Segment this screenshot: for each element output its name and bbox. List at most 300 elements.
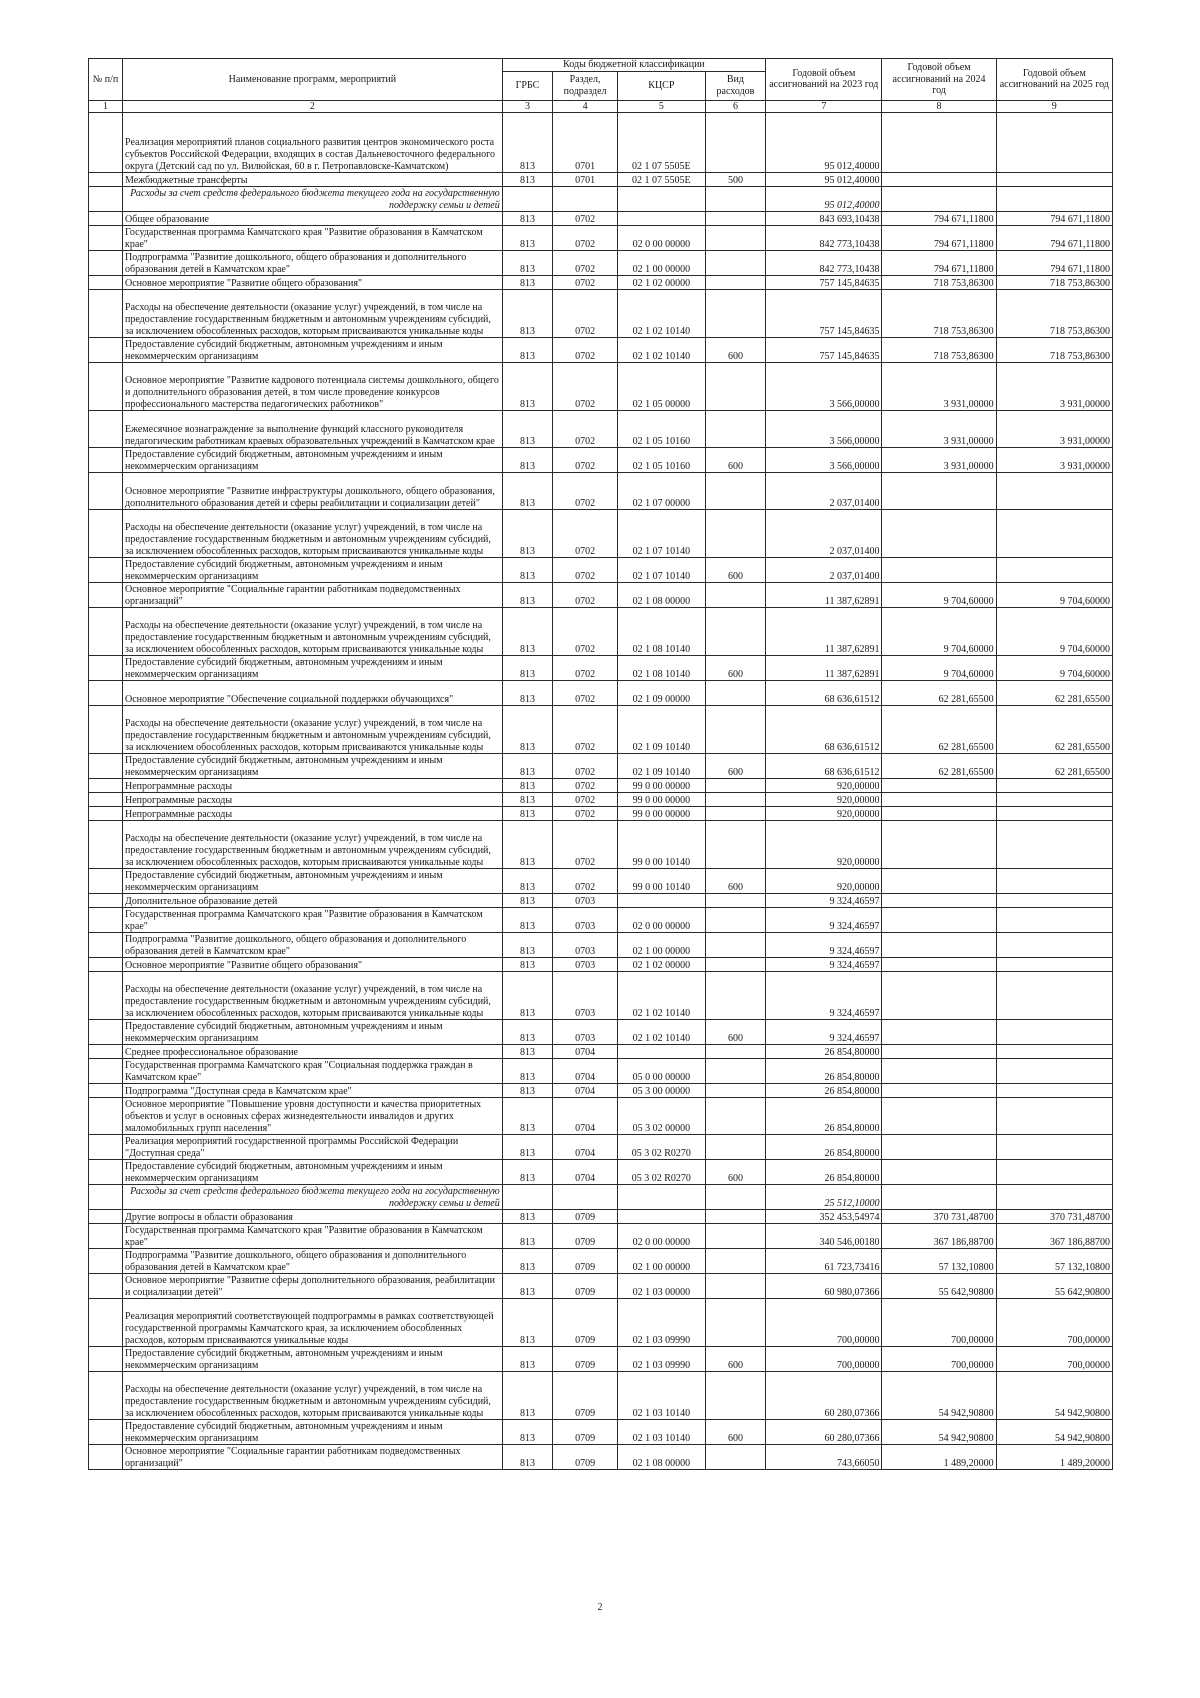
row-name-cell: Подпрограмма "Развитие дошкольного, общего образования и дополнительного образования детей в Камчатском крае" — [123, 251, 503, 276]
row-grbs-cell: 813 — [502, 411, 552, 448]
column-index-cell: 2 — [123, 100, 503, 113]
row-name-cell: Основное мероприятие "Развитие инфраструктуры дошкольного, общего образования, дополнительного образования детей и сферы реабилитации и социализации детей" — [123, 473, 503, 510]
row-2025-cell — [996, 1084, 1112, 1098]
row-vid-cell — [705, 1185, 765, 1210]
row-grbs-cell: 813 — [502, 363, 552, 411]
row-2025-cell — [996, 908, 1112, 933]
row-vid-cell — [705, 821, 765, 869]
row-kcsr-cell: 99 0 00 00000 — [617, 779, 705, 793]
row-razdel-cell: 0702 — [553, 411, 618, 448]
row-2024-cell: 54 942,90800 — [882, 1372, 996, 1420]
row-grbs-cell: 813 — [502, 558, 552, 583]
row-number-cell — [89, 793, 123, 807]
row-name-cell: Основное мероприятие "Развитие общего образования" — [123, 276, 503, 290]
row-vid-cell — [705, 226, 765, 251]
row-2023-cell: 920,00000 — [766, 793, 882, 807]
row-razdel-cell: 0702 — [553, 779, 618, 793]
row-kcsr-cell — [617, 1045, 705, 1059]
row-kcsr-cell: 02 1 09 00000 — [617, 681, 705, 706]
row-number-cell — [89, 1420, 123, 1445]
row-kcsr-cell: 02 1 00 00000 — [617, 933, 705, 958]
row-2025-cell — [996, 958, 1112, 972]
row-2023-cell: 25 512,10000 — [766, 1185, 882, 1210]
row-name-cell: Предоставление субсидий бюджетным, автономным учреждениям и иным некоммерческим организациям — [123, 1420, 503, 1445]
table-row — [89, 972, 1113, 1020]
row-number-cell — [89, 807, 123, 821]
row-grbs-cell: 813 — [502, 656, 552, 681]
row-number-cell — [89, 894, 123, 908]
row-kcsr-cell: 02 1 08 10140 — [617, 608, 705, 656]
table-row — [89, 276, 1113, 290]
row-grbs-cell: 813 — [502, 1160, 552, 1185]
table-row — [89, 226, 1113, 251]
row-2024-cell: 3 931,00000 — [882, 411, 996, 448]
row-2024-cell — [882, 173, 996, 187]
row-2025-cell — [996, 793, 1112, 807]
row-number-cell — [89, 1135, 123, 1160]
row-2024-cell — [882, 1185, 996, 1210]
row-kcsr-cell: 02 0 00 00000 — [617, 908, 705, 933]
row-vid-cell — [705, 1098, 765, 1135]
row-2023-cell: 95 012,40000 — [766, 187, 882, 212]
row-kcsr-cell — [617, 187, 705, 212]
column-index-cell: 9 — [996, 100, 1112, 113]
row-razdel-cell: 0702 — [553, 869, 618, 894]
row-vid-cell — [705, 807, 765, 821]
row-number-cell — [89, 363, 123, 411]
row-vid-cell — [705, 276, 765, 290]
row-grbs-cell: 813 — [502, 1210, 552, 1224]
row-2025-cell — [996, 1135, 1112, 1160]
row-2023-cell: 95 012,40000 — [766, 173, 882, 187]
row-2025-cell — [996, 807, 1112, 821]
row-razdel-cell: 0702 — [553, 821, 618, 869]
row-kcsr-cell: 02 1 03 09990 — [617, 1347, 705, 1372]
row-grbs-cell: 813 — [502, 226, 552, 251]
row-2024-cell — [882, 958, 996, 972]
row-2023-cell: 2 037,01400 — [766, 473, 882, 510]
row-2024-cell — [882, 1020, 996, 1045]
row-number-cell — [89, 1347, 123, 1372]
row-number-cell — [89, 187, 123, 212]
row-kcsr-cell: 02 1 00 00000 — [617, 1249, 705, 1274]
row-2025-cell: 9 704,60000 — [996, 608, 1112, 656]
row-grbs-cell: 813 — [502, 1347, 552, 1372]
row-2024-cell — [882, 473, 996, 510]
table-row — [89, 510, 1113, 558]
row-name-cell: Государственная программа Камчатского края "Развитие образования в Камчатском крае" — [123, 226, 503, 251]
row-vid-cell — [705, 1372, 765, 1420]
row-vid-cell — [705, 1445, 765, 1470]
row-number-cell — [89, 1210, 123, 1224]
row-2024-cell — [882, 908, 996, 933]
row-2023-cell: 743,66050 — [766, 1445, 882, 1470]
row-2025-cell — [996, 558, 1112, 583]
row-2024-cell — [882, 972, 996, 1020]
row-name-cell: Предоставление субсидий бюджетным, автономным учреждениям и иным некоммерческим организациям — [123, 558, 503, 583]
row-vid-cell: 600 — [705, 656, 765, 681]
row-2024-cell: 794 671,11800 — [882, 226, 996, 251]
row-grbs-cell: 813 — [502, 1299, 552, 1347]
row-grbs-cell: 813 — [502, 276, 552, 290]
page-number: 2 — [597, 1602, 603, 1613]
row-name-cell: Расходы на обеспечение деятельности (оказание услуг) учреждений, в том числе на предоставление государственным бюджетным и автономным учреждениям субсидий, за исключением обособленных расходов, которым присваиваются уникальные коды — [123, 706, 503, 754]
row-2025-cell — [996, 972, 1112, 1020]
row-2024-cell — [882, 1160, 996, 1185]
row-name-cell: Другие вопросы в области образования — [123, 1210, 503, 1224]
row-kcsr-cell: 02 1 05 10160 — [617, 448, 705, 473]
row-2024-cell: 370 731,48700 — [882, 1210, 996, 1224]
row-vid-cell: 600 — [705, 338, 765, 363]
row-kcsr-cell: 02 1 02 00000 — [617, 958, 705, 972]
row-2023-cell: 95 012,40000 — [766, 113, 882, 173]
row-name-cell: Расходы на обеспечение деятельности (оказание услуг) учреждений, в том числе на предоставление государственным бюджетным и автономным учреждениям субсидий, за исключением обособленных расходов, которым присваиваются уникальные коды — [123, 510, 503, 558]
column-index-cell: 5 — [617, 100, 705, 113]
row-2025-cell: 54 942,90800 — [996, 1372, 1112, 1420]
row-2025-cell: 700,00000 — [996, 1347, 1112, 1372]
row-2023-cell: 60 280,07366 — [766, 1420, 882, 1445]
row-vid-cell — [705, 1299, 765, 1347]
row-grbs-cell: 813 — [502, 290, 552, 338]
row-kcsr-cell: 02 1 07 10140 — [617, 558, 705, 583]
row-vid-cell — [705, 608, 765, 656]
row-razdel-cell: 0709 — [553, 1420, 618, 1445]
row-grbs-cell: 813 — [502, 251, 552, 276]
row-number-cell — [89, 1224, 123, 1249]
row-grbs-cell: 813 — [502, 972, 552, 1020]
row-kcsr-cell: 05 3 02 00000 — [617, 1098, 705, 1135]
row-razdel-cell — [553, 187, 618, 212]
row-grbs-cell: 813 — [502, 113, 552, 173]
row-name-cell: Расходы на обеспечение деятельности (оказание услуг) учреждений, в том числе на предоставление государственным бюджетным и автономным учреждениям субсидий, за исключением обособленных расходов, которым присваиваются уникальные коды — [123, 1372, 503, 1420]
row-grbs-cell: 813 — [502, 173, 552, 187]
row-number-cell — [89, 1045, 123, 1059]
row-grbs-cell: 813 — [502, 1045, 552, 1059]
table-row — [89, 473, 1113, 510]
row-grbs-cell: 813 — [502, 807, 552, 821]
row-2025-cell: 3 931,00000 — [996, 448, 1112, 473]
row-2023-cell: 26 854,80000 — [766, 1135, 882, 1160]
row-kcsr-cell — [617, 1185, 705, 1210]
table-row — [89, 958, 1113, 972]
row-kcsr-cell: 05 3 02 R0270 — [617, 1160, 705, 1185]
row-2024-cell — [882, 894, 996, 908]
row-vid-cell — [705, 894, 765, 908]
row-2025-cell: 9 704,60000 — [996, 656, 1112, 681]
row-kcsr-cell: 02 1 08 00000 — [617, 1445, 705, 1470]
row-grbs-cell — [502, 187, 552, 212]
row-grbs-cell: 813 — [502, 958, 552, 972]
row-razdel-cell: 0709 — [553, 1347, 618, 1372]
row-number-cell — [89, 510, 123, 558]
row-name-cell: Предоставление субсидий бюджетным, автономным учреждениям и иным некоммерческим организациям — [123, 1347, 503, 1372]
table-row — [89, 1274, 1113, 1299]
row-2023-cell: 3 566,00000 — [766, 363, 882, 411]
row-grbs-cell: 813 — [502, 1084, 552, 1098]
row-kcsr-cell: 99 0 00 10140 — [617, 821, 705, 869]
column-index-cell: 8 — [882, 100, 996, 113]
row-vid-cell — [705, 1210, 765, 1224]
row-name-cell: Непрограммные расходы — [123, 779, 503, 793]
row-2023-cell: 11 387,62891 — [766, 656, 882, 681]
row-kcsr-cell: 02 1 08 10140 — [617, 656, 705, 681]
table-row — [89, 1224, 1113, 1249]
column-index-cell: 3 — [502, 100, 552, 113]
row-grbs-cell: 813 — [502, 608, 552, 656]
row-grbs-cell — [502, 1185, 552, 1210]
row-kcsr-cell: 02 1 07 5505Е — [617, 173, 705, 187]
row-kcsr-cell: 05 3 00 00000 — [617, 1084, 705, 1098]
row-2023-cell: 340 546,00180 — [766, 1224, 882, 1249]
row-razdel-cell: 0709 — [553, 1372, 618, 1420]
row-number-cell — [89, 411, 123, 448]
row-vid-cell: 600 — [705, 1020, 765, 1045]
row-razdel-cell: 0702 — [553, 290, 618, 338]
row-2023-cell: 757 145,84635 — [766, 338, 882, 363]
row-kcsr-cell: 02 1 05 00000 — [617, 363, 705, 411]
table-row — [89, 894, 1113, 908]
table-row — [89, 779, 1113, 793]
row-2024-cell — [882, 779, 996, 793]
table-row — [89, 908, 1113, 933]
row-2024-cell: 700,00000 — [882, 1347, 996, 1372]
row-2024-cell: 62 281,65500 — [882, 706, 996, 754]
row-razdel-cell: 0702 — [553, 338, 618, 363]
row-number-cell — [89, 908, 123, 933]
row-razdel-cell: 0702 — [553, 510, 618, 558]
row-2023-cell: 26 854,80000 — [766, 1059, 882, 1084]
row-number-cell — [89, 706, 123, 754]
row-2023-cell: 757 145,84635 — [766, 290, 882, 338]
row-kcsr-cell: 02 1 07 10140 — [617, 510, 705, 558]
row-2024-cell — [882, 1059, 996, 1084]
row-2024-cell: 718 753,86300 — [882, 338, 996, 363]
row-2024-cell: 700,00000 — [882, 1299, 996, 1347]
row-name-cell: Основное мероприятие "Социальные гарантии работникам подведомственных организаций" — [123, 1445, 503, 1470]
row-razdel-cell: 0702 — [553, 251, 618, 276]
row-number-cell — [89, 226, 123, 251]
row-2024-cell — [882, 558, 996, 583]
row-razdel-cell: 0704 — [553, 1135, 618, 1160]
row-2023-cell: 3 566,00000 — [766, 448, 882, 473]
row-grbs-cell: 813 — [502, 1372, 552, 1420]
row-razdel-cell: 0702 — [553, 754, 618, 779]
row-name-cell: Подпрограмма "Развитие дошкольного, общего образования и дополнительного образования детей в Камчатском крае" — [123, 933, 503, 958]
row-grbs-cell: 813 — [502, 706, 552, 754]
codes-group-header: Коды бюджетной классификации — [502, 59, 765, 72]
row-razdel-cell: 0709 — [553, 1210, 618, 1224]
row-2025-cell: 3 931,00000 — [996, 411, 1112, 448]
row-2025-cell: 718 753,86300 — [996, 338, 1112, 363]
row-number-cell — [89, 754, 123, 779]
table-row — [89, 869, 1113, 894]
row-name-cell: Ежемесячное вознаграждение за выполнение функций классного руководителя педагогическим работникам краевых образовательных учреждений в Камчатском крае — [123, 411, 503, 448]
table-row — [89, 1210, 1113, 1224]
row-name-cell: Расходы за счет средств федерального бюджета текущего года на государственную поддержку семьи и детей — [123, 1185, 503, 1210]
row-2025-cell — [996, 1098, 1112, 1135]
row-2024-cell — [882, 793, 996, 807]
table-row — [89, 1420, 1113, 1445]
row-kcsr-cell: 02 1 09 10140 — [617, 754, 705, 779]
col-2024-header: Годовой объем ассигнований на 2024 год — [882, 59, 996, 101]
row-name-cell: Основное мероприятие "Развитие общего образования" — [123, 958, 503, 972]
row-kcsr-cell: 99 0 00 00000 — [617, 807, 705, 821]
row-2025-cell — [996, 894, 1112, 908]
row-kcsr-cell: 02 0 00 00000 — [617, 226, 705, 251]
column-index-cell: 7 — [766, 100, 882, 113]
row-vid-cell — [705, 793, 765, 807]
row-2025-cell — [996, 1185, 1112, 1210]
row-vid-cell — [705, 212, 765, 226]
row-razdel-cell: 0709 — [553, 1224, 618, 1249]
row-number-cell — [89, 779, 123, 793]
row-2025-cell — [996, 1160, 1112, 1185]
row-2025-cell — [996, 473, 1112, 510]
row-2025-cell — [996, 510, 1112, 558]
row-name-cell: Государственная программа Камчатского края "Социальная поддержка граждан в Камчатском крае" — [123, 1059, 503, 1084]
row-name-cell: Непрограммные расходы — [123, 793, 503, 807]
row-2024-cell — [882, 933, 996, 958]
row-2024-cell: 3 931,00000 — [882, 363, 996, 411]
row-name-cell: Непрограммные расходы — [123, 807, 503, 821]
row-2025-cell: 55 642,90800 — [996, 1274, 1112, 1299]
table-row — [89, 1347, 1113, 1372]
row-number-cell — [89, 1160, 123, 1185]
row-kcsr-cell: 02 1 07 00000 — [617, 473, 705, 510]
row-2024-cell: 57 132,10800 — [882, 1249, 996, 1274]
row-name-cell: Общее образование — [123, 212, 503, 226]
row-2025-cell: 54 942,90800 — [996, 1420, 1112, 1445]
row-razdel-cell: 0704 — [553, 1160, 618, 1185]
row-vid-cell — [705, 706, 765, 754]
row-number-cell — [89, 933, 123, 958]
row-razdel-cell: 0702 — [553, 681, 618, 706]
row-razdel-cell: 0709 — [553, 1445, 618, 1470]
row-kcsr-cell: 05 0 00 00000 — [617, 1059, 705, 1084]
row-vid-cell: 600 — [705, 1160, 765, 1185]
row-vid-cell — [705, 473, 765, 510]
row-razdel-cell: 0702 — [553, 363, 618, 411]
row-name-cell: Расходы на обеспечение деятельности (оказание услуг) учреждений, в том числе на предоставление государственным бюджетным и автономным учреждениям субсидий, за исключением обособленных расходов, которым присваиваются уникальные коды — [123, 290, 503, 338]
row-vid-cell — [705, 510, 765, 558]
row-name-cell: Предоставление субсидий бюджетным, автономным учреждениям и иным некоммерческим организациям — [123, 754, 503, 779]
row-2023-cell: 2 037,01400 — [766, 510, 882, 558]
row-name-cell: Реализация мероприятий государственной программы Российской Федерации "Доступная среда" — [123, 1135, 503, 1160]
row-kcsr-cell: 02 1 02 10140 — [617, 1020, 705, 1045]
row-grbs-cell: 813 — [502, 1445, 552, 1470]
row-name-cell: Расходы на обеспечение деятельности (оказание услуг) учреждений, в том числе на предоставление государственным бюджетным и автономным учреждениям субсидий, за исключением обособленных расходов, которым присваиваются уникальные коды — [123, 972, 503, 1020]
col-2025-header: Годовой объем ассигнований на 2025 год — [996, 59, 1112, 101]
row-number-cell — [89, 1098, 123, 1135]
row-grbs-cell: 813 — [502, 869, 552, 894]
table-row — [89, 173, 1113, 187]
row-vid-cell: 600 — [705, 754, 765, 779]
row-grbs-cell: 813 — [502, 1249, 552, 1274]
row-kcsr-cell: 02 1 02 10140 — [617, 338, 705, 363]
table-row — [89, 1160, 1113, 1185]
col-kcsr-header: КЦСР — [617, 71, 705, 100]
col-vid-header: Вид расходов — [705, 71, 765, 100]
row-name-cell: Расходы за счет средств федерального бюджета текущего года на государственную поддержку семьи и детей — [123, 187, 503, 212]
row-grbs-cell: 813 — [502, 894, 552, 908]
row-number-cell — [89, 821, 123, 869]
col-2023-header: Годовой объем ассигнований на 2023 год — [766, 59, 882, 101]
row-2023-cell: 920,00000 — [766, 779, 882, 793]
row-grbs-cell: 813 — [502, 754, 552, 779]
row-2024-cell: 367 186,88700 — [882, 1224, 996, 1249]
row-2024-cell — [882, 1135, 996, 1160]
row-2023-cell: 9 324,46597 — [766, 972, 882, 1020]
row-2023-cell: 11 387,62891 — [766, 583, 882, 608]
row-number-cell — [89, 276, 123, 290]
row-2025-cell: 700,00000 — [996, 1299, 1112, 1347]
row-2025-cell — [996, 173, 1112, 187]
row-vid-cell — [705, 933, 765, 958]
row-2025-cell: 3 931,00000 — [996, 363, 1112, 411]
col-name-header: Наименование программ, мероприятий — [123, 59, 503, 101]
row-number-cell — [89, 113, 123, 173]
row-name-cell: Государственная программа Камчатского края "Развитие образования в Камчатском крае" — [123, 1224, 503, 1249]
row-2023-cell: 61 723,73416 — [766, 1249, 882, 1274]
row-razdel-cell: 0702 — [553, 448, 618, 473]
row-grbs-cell: 813 — [502, 1059, 552, 1084]
row-2024-cell — [882, 113, 996, 173]
row-2024-cell: 718 753,86300 — [882, 290, 996, 338]
row-vid-cell — [705, 251, 765, 276]
row-razdel-cell: 0704 — [553, 1059, 618, 1084]
row-name-cell: Предоставление субсидий бюджетным, автономным учреждениям и иным некоммерческим организациям — [123, 1020, 503, 1045]
row-number-cell — [89, 1020, 123, 1045]
row-vid-cell — [705, 958, 765, 972]
row-2023-cell: 9 324,46597 — [766, 933, 882, 958]
table-row — [89, 411, 1113, 448]
row-2023-cell: 60 980,07366 — [766, 1274, 882, 1299]
row-number-cell — [89, 558, 123, 583]
row-2025-cell: 62 281,65500 — [996, 706, 1112, 754]
row-2025-cell: 367 186,88700 — [996, 1224, 1112, 1249]
row-vid-cell — [705, 583, 765, 608]
row-2023-cell: 352 453,54974 — [766, 1210, 882, 1224]
row-number-cell — [89, 1445, 123, 1470]
row-2025-cell — [996, 1059, 1112, 1084]
row-2025-cell: 718 753,86300 — [996, 276, 1112, 290]
table-row — [89, 1059, 1113, 1084]
row-2025-cell: 794 671,11800 — [996, 226, 1112, 251]
row-vid-cell — [705, 113, 765, 173]
table-row — [89, 933, 1113, 958]
column-index-row — [89, 100, 1113, 113]
row-grbs-cell: 813 — [502, 1420, 552, 1445]
row-grbs-cell: 813 — [502, 473, 552, 510]
table-row — [89, 1020, 1113, 1045]
row-vid-cell: 600 — [705, 448, 765, 473]
row-razdel-cell: 0701 — [553, 113, 618, 173]
row-razdel-cell: 0709 — [553, 1249, 618, 1274]
table-row — [89, 1372, 1113, 1420]
row-2023-cell: 11 387,62891 — [766, 608, 882, 656]
row-kcsr-cell: 02 1 03 09990 — [617, 1299, 705, 1347]
row-2023-cell: 60 280,07366 — [766, 1372, 882, 1420]
row-name-cell: Подпрограмма "Развитие дошкольного, общего образования и дополнительного образования детей в Камчатском крае" — [123, 1249, 503, 1274]
row-name-cell: Основное мероприятие "Социальные гарантии работникам подведомственных организаций" — [123, 583, 503, 608]
row-number-cell — [89, 473, 123, 510]
row-name-cell: Основное мероприятие "Обеспечение социальной поддержки обучающихся" — [123, 681, 503, 706]
row-2023-cell: 842 773,10438 — [766, 226, 882, 251]
row-vid-cell — [705, 1084, 765, 1098]
row-2023-cell: 9 324,46597 — [766, 1020, 882, 1045]
table-row — [89, 583, 1113, 608]
row-2023-cell: 68 636,61512 — [766, 681, 882, 706]
